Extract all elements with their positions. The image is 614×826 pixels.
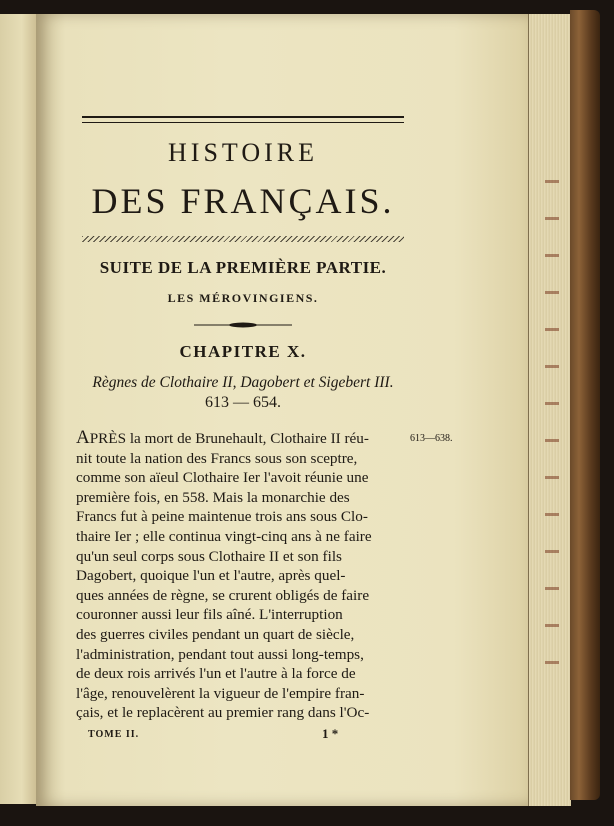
drop-cap: A bbox=[76, 427, 90, 448]
chapter-reigns: Règnes de Clothaire II, Dagobert et Sigebert III. bbox=[92, 374, 394, 391]
ornament-rule bbox=[194, 322, 292, 328]
body-line: nit toute la nation des Francs sous son sceptre, bbox=[76, 449, 358, 467]
body-line: des guerres civiles pendant un quart de siècle, bbox=[76, 625, 355, 643]
margin-date-note: 613—638. bbox=[410, 433, 453, 444]
title-line-1: HISTOIRE bbox=[168, 138, 318, 167]
body-line: l'âge, renouvelèrent la vigueur de l'empire fran- bbox=[76, 684, 365, 702]
body-paragraph bbox=[76, 428, 402, 723]
body-line: couronner aussi leur fils aîné. L'interruption bbox=[76, 606, 343, 624]
top-double-rule bbox=[82, 116, 404, 123]
part-subtitle: SUITE DE LA PREMIÈRE PARTIE. bbox=[99, 258, 387, 277]
body-line: qu'un seul corps sous Clothaire II et son fils bbox=[76, 547, 342, 565]
body-line-text: PRÈS la mort de Brunehault, Clothaire II réu- bbox=[89, 430, 369, 447]
body-line: première fois, en 558. Mais la monarchie des bbox=[76, 488, 350, 506]
chapter-heading: CHAPITRE X. bbox=[179, 342, 307, 361]
body-line: Dagobert, quoique l'un et l'autre, après quel- bbox=[76, 567, 346, 585]
volume-footer: TOME II. bbox=[88, 729, 140, 740]
body-line: thaire Ier ; elle continua vingt-cinq ans à ne faire bbox=[76, 527, 372, 545]
body-line: l'administration, pendant tout aussi long-temps, bbox=[76, 645, 364, 663]
body-line: comme son aïeul Clothaire Ier l'avoit réunie une bbox=[76, 469, 369, 487]
body-line: çais, et le replacèrent au premier rang dans l'Oc- bbox=[76, 704, 370, 722]
body-line: ques années de règne, se crurent obligés de faire bbox=[76, 586, 370, 604]
chapter-years: 613 — 654. bbox=[205, 394, 281, 411]
title-line-2: DES FRANÇAIS. bbox=[91, 181, 395, 221]
body-line: Francs fut à peine maintenue trois ans sous Clo- bbox=[76, 508, 368, 526]
body-line bbox=[76, 428, 402, 449]
wavy-rule bbox=[82, 236, 404, 242]
body-line: de deux rois arrivés l'un et l'autre à la force de bbox=[76, 665, 356, 683]
signature-mark: 1 * bbox=[322, 726, 339, 741]
part-name: LES MÉROVINGIENS. bbox=[167, 291, 319, 305]
